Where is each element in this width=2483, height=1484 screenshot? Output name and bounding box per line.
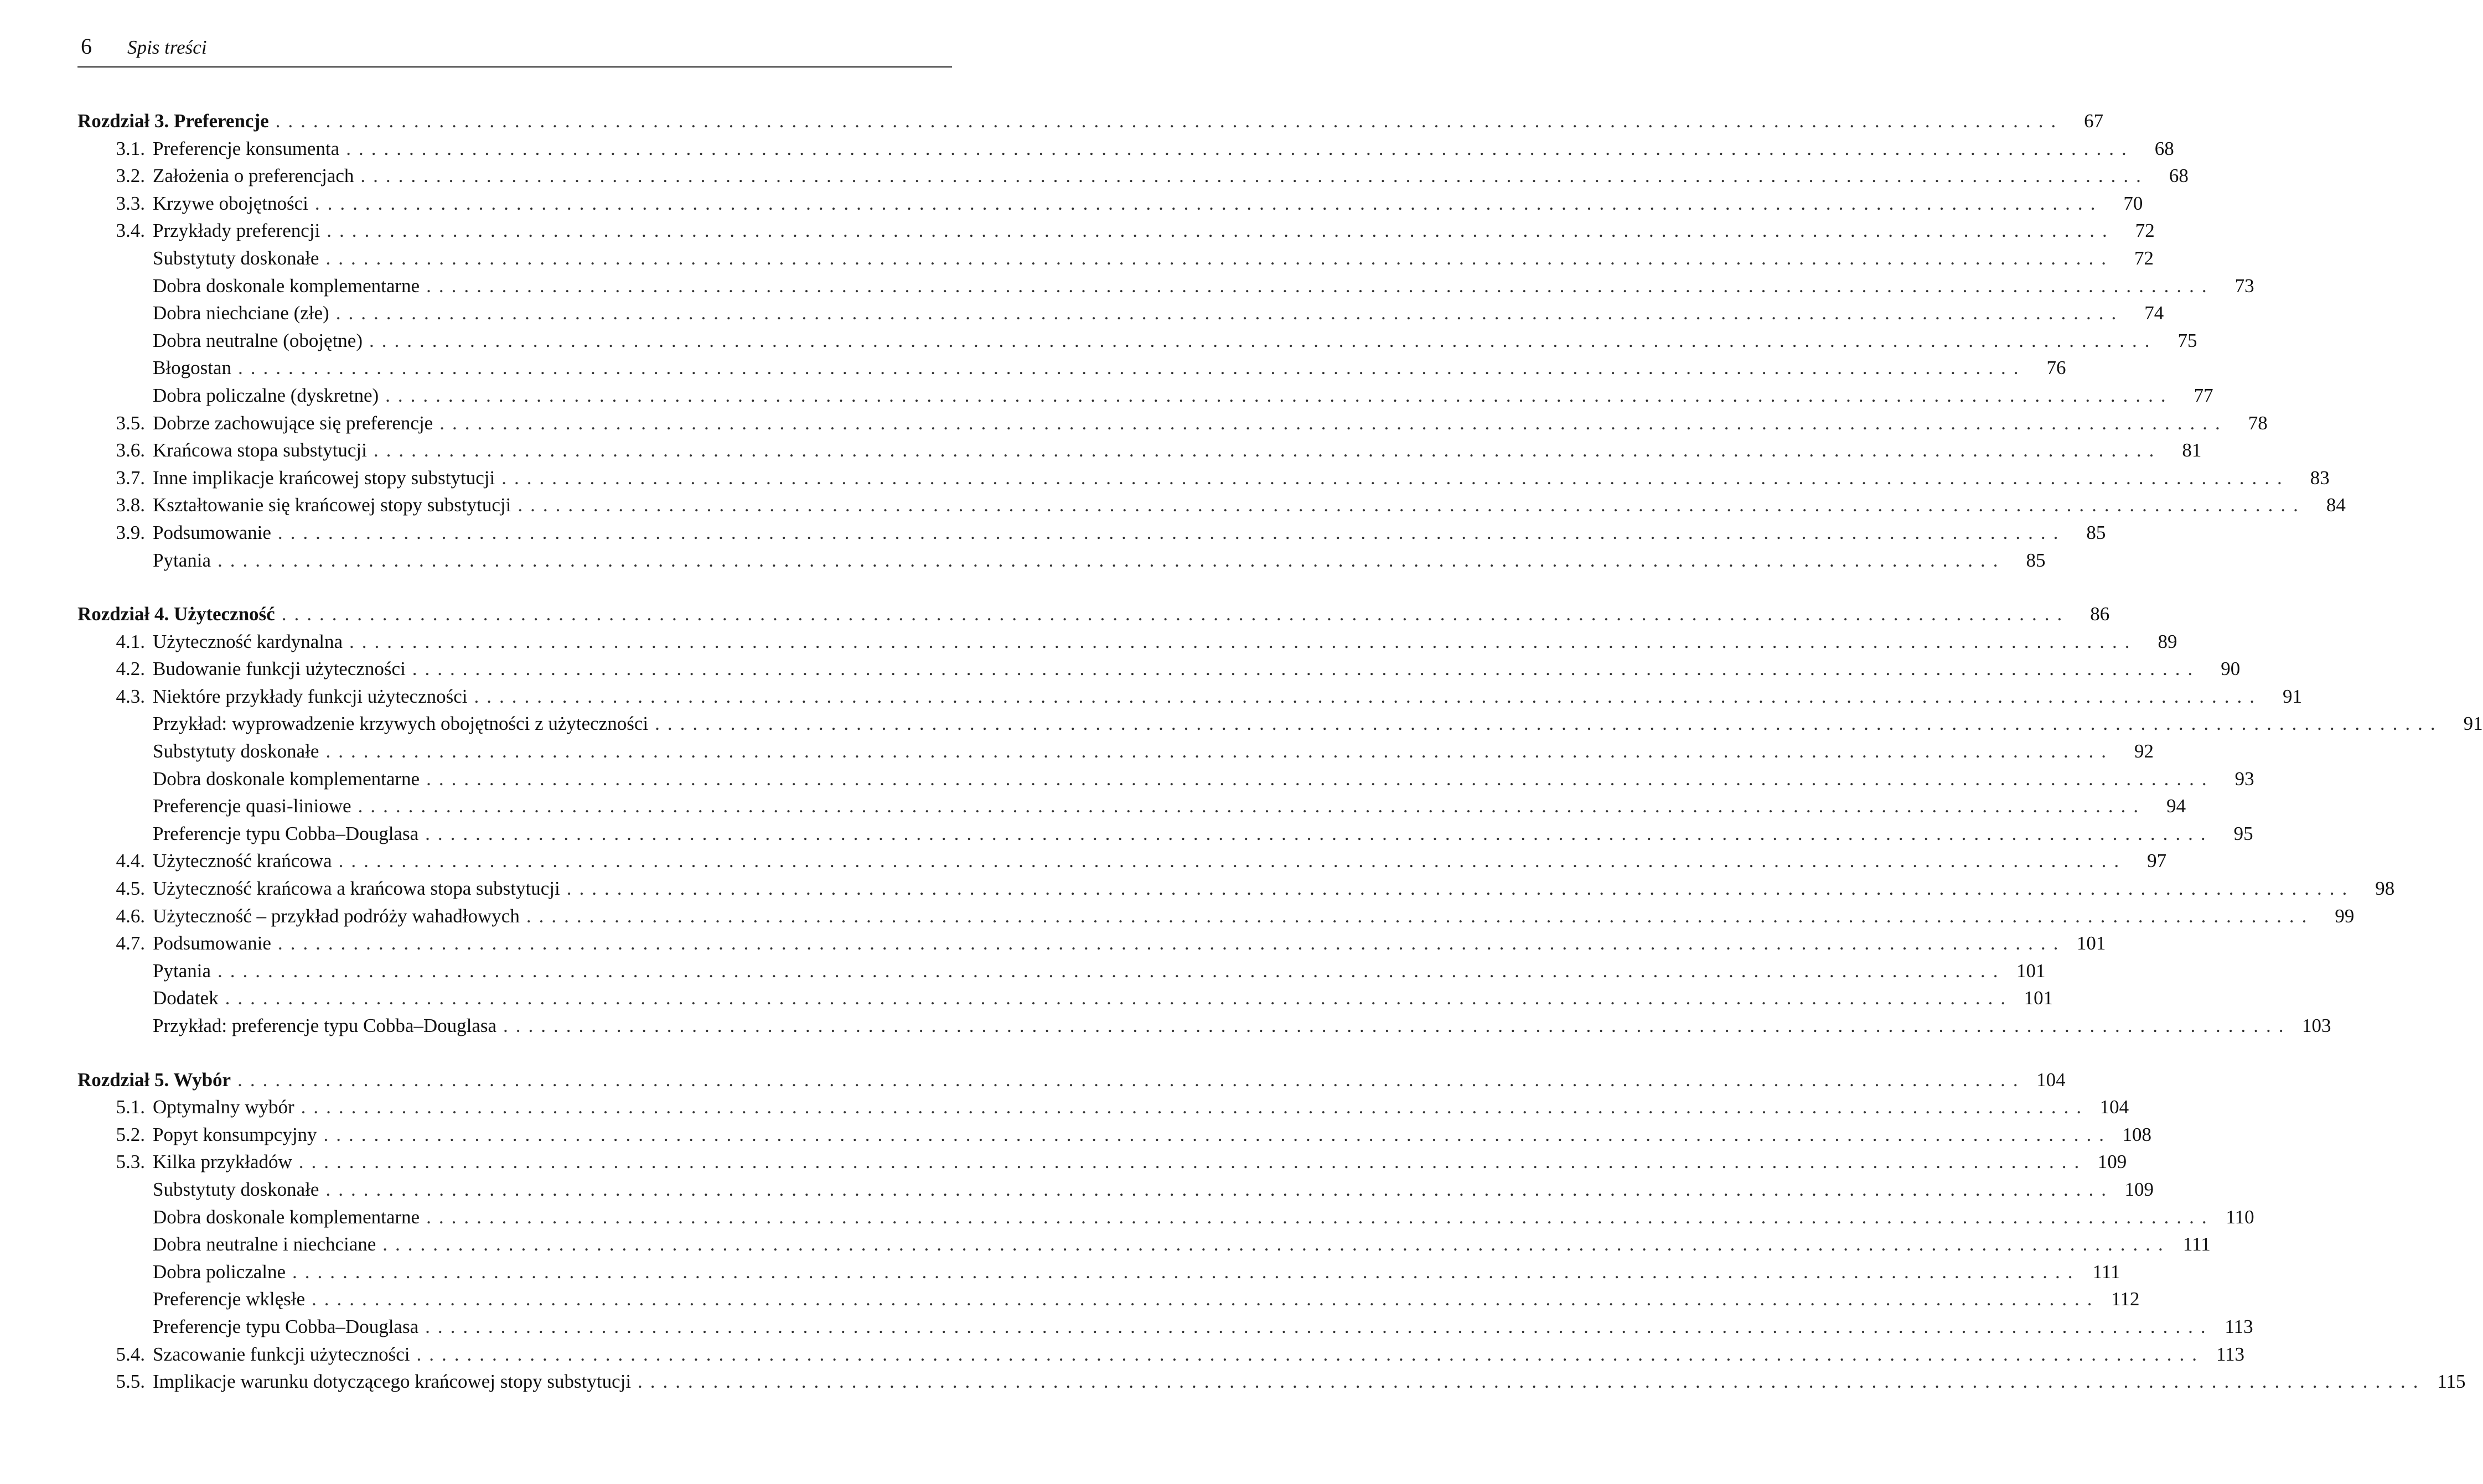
section-title: Użyteczność krańcowa a krańcowa stopa substytucji bbox=[153, 878, 560, 900]
page-ref: 77 bbox=[2194, 384, 2213, 406]
chapter-block bbox=[77, 1066, 2466, 1395]
section-number: 4.3. bbox=[116, 685, 145, 707]
page-ref: 84 bbox=[2326, 494, 2346, 516]
dot-leader: .............................................................................................................................................. bbox=[426, 1206, 2215, 1228]
chapter-name: Wybór bbox=[173, 1068, 231, 1091]
section-title: Dobrze zachowujące się preferencje bbox=[153, 412, 433, 434]
toc-entry[interactable] bbox=[77, 957, 2046, 985]
page-ref: 104 bbox=[2036, 1068, 2066, 1091]
section-title: Krzywe obojętności bbox=[153, 192, 308, 214]
dot-leader: .............................................................................................................................................. bbox=[301, 1096, 2089, 1118]
toc-entry[interactable] bbox=[77, 491, 2346, 519]
toc-entry[interactable] bbox=[77, 984, 2053, 1012]
section-number: 5.1. bbox=[116, 1096, 145, 1118]
page-ref: 67 bbox=[2084, 110, 2104, 132]
section-number: 5.2. bbox=[116, 1123, 145, 1145]
page-ref: 76 bbox=[2046, 357, 2066, 379]
section-title: Dobra niechciane (złe) bbox=[153, 302, 329, 324]
dot-leader: .............................................................................................................................................. bbox=[349, 630, 2138, 652]
page-ref: 70 bbox=[2123, 192, 2143, 214]
page-ref: 85 bbox=[2026, 549, 2046, 571]
page-ref: 72 bbox=[2134, 247, 2154, 269]
toc-entry[interactable] bbox=[77, 655, 2241, 683]
dot-leader: .............................................................................................................................................. bbox=[237, 1068, 2026, 1091]
toc-entry[interactable] bbox=[77, 409, 2268, 437]
section-title: Kształtowanie się krańcowej stopy substytucji bbox=[153, 494, 511, 516]
toc-entry[interactable] bbox=[77, 820, 2253, 848]
dot-leader: .............................................................................................................................................. bbox=[474, 685, 2263, 707]
toc-entry[interactable] bbox=[77, 1341, 2245, 1368]
chapter-label: Rozdział 3. bbox=[77, 110, 169, 132]
section-title: Błogostan bbox=[153, 357, 231, 379]
page-ref: 93 bbox=[2234, 767, 2254, 790]
page-ref: 86 bbox=[2090, 603, 2110, 625]
page-ref: 68 bbox=[2154, 137, 2174, 159]
section-number: 3.9. bbox=[116, 521, 145, 543]
dot-leader: .............................................................................................................................................. bbox=[655, 713, 2443, 735]
section-title: Niektóre przykłady funkcji użyteczności bbox=[153, 685, 468, 707]
toc-entry[interactable] bbox=[77, 1148, 2127, 1176]
dot-leader: .............................................................................................................................................. bbox=[426, 274, 2215, 297]
toc-entry[interactable] bbox=[77, 327, 2197, 355]
section-title: Podsumowanie bbox=[153, 521, 271, 543]
section-number: 4.7. bbox=[116, 932, 145, 954]
section-title: Substytuty doskonałe bbox=[153, 247, 319, 269]
section-title: Kilka przykładów bbox=[153, 1151, 292, 1173]
section-number: 5.3. bbox=[116, 1151, 145, 1173]
page-ref: 91 bbox=[2283, 685, 2303, 707]
toc-entry[interactable] bbox=[77, 217, 2155, 245]
toc-entry[interactable] bbox=[77, 902, 2355, 930]
section-title: Dobra doskonale komplementarne bbox=[153, 767, 420, 790]
section-number: 4.5. bbox=[116, 878, 145, 900]
page-ref: 94 bbox=[2166, 795, 2186, 817]
section-number: 3.5. bbox=[116, 412, 145, 434]
page-ref: 113 bbox=[2216, 1343, 2245, 1365]
page-ref: 75 bbox=[2177, 329, 2197, 351]
section-number: 4.1. bbox=[116, 630, 145, 652]
dot-leader: .............................................................................................................................................. bbox=[312, 1288, 2100, 1310]
chapter-heading[interactable] bbox=[77, 107, 2104, 135]
dot-leader: .............................................................................................................................................. bbox=[298, 1151, 2087, 1173]
dot-leader: .............................................................................................................................................. bbox=[217, 959, 2006, 982]
dot-leader: .............................................................................................................................................. bbox=[323, 1123, 2112, 1145]
dot-leader: .............................................................................................................................................. bbox=[412, 658, 2201, 680]
section-title: Popyt konsumpcyjny bbox=[153, 1123, 317, 1145]
page-ref: 92 bbox=[2134, 740, 2154, 762]
page-ref: 72 bbox=[2135, 220, 2155, 242]
dot-leader: .............................................................................................................................................. bbox=[425, 1315, 2213, 1337]
section-title: Dobra neutralne i niechciane bbox=[153, 1233, 376, 1255]
section-title: Budowanie funkcji użyteczności bbox=[153, 658, 406, 680]
toc-entry[interactable] bbox=[77, 792, 2186, 820]
page-ref: 115 bbox=[2437, 1371, 2466, 1393]
section-title: Preferencje wklęsłe bbox=[153, 1288, 305, 1310]
chapter-name: Użyteczność bbox=[174, 603, 275, 625]
section-number: 5.5. bbox=[116, 1371, 145, 1393]
section-title: Substytuty doskonałe bbox=[153, 1178, 319, 1200]
toc-entry[interactable] bbox=[77, 1176, 2154, 1203]
toc-entry[interactable] bbox=[77, 847, 2167, 875]
dot-leader: .............................................................................................................................................. bbox=[503, 1015, 2291, 1036]
section-title: Dobra doskonale komplementarne bbox=[153, 274, 420, 297]
page-ref: 109 bbox=[2097, 1151, 2127, 1173]
dot-leader: .............................................................................................................................................. bbox=[346, 137, 2134, 159]
toc-entry[interactable] bbox=[77, 1368, 2466, 1395]
dot-leader: .............................................................................................................................................. bbox=[325, 740, 2114, 762]
section-title: Krańcowa stopa substytucji bbox=[153, 439, 367, 461]
toc-entry[interactable] bbox=[77, 710, 2483, 738]
toc-entry[interactable] bbox=[77, 1093, 2129, 1121]
page-ref: 111 bbox=[2092, 1260, 2120, 1283]
section-number: 3.2. bbox=[116, 165, 145, 187]
dot-leader: .............................................................................................................................................. bbox=[225, 987, 2014, 1009]
toc-entry[interactable] bbox=[77, 519, 2106, 547]
chapter-title bbox=[77, 600, 275, 628]
running-head: Spis treści bbox=[127, 37, 207, 58]
section-title: Założenia o preferencjach bbox=[153, 165, 354, 187]
section-title: Przykłady preferencji bbox=[153, 220, 320, 242]
dot-leader: .............................................................................................................................................. bbox=[373, 439, 2162, 461]
page-ref: 85 bbox=[2086, 521, 2106, 543]
dot-leader: .............................................................................................................................................. bbox=[237, 357, 2026, 379]
dot-leader: .............................................................................................................................................. bbox=[638, 1371, 2426, 1393]
toc-entry[interactable] bbox=[77, 1012, 2331, 1040]
dot-leader: .............................................................................................................................................. bbox=[382, 1233, 2171, 1255]
dot-leader: .............................................................................................................................................. bbox=[277, 932, 2066, 954]
toc-entry[interactable] bbox=[77, 1231, 2211, 1258]
page-ref: 97 bbox=[2147, 850, 2167, 872]
dot-leader: .............................................................................................................................................. bbox=[360, 165, 2149, 187]
toc-entry[interactable] bbox=[77, 1313, 2253, 1341]
dot-leader: .............................................................................................................................................. bbox=[217, 549, 2006, 571]
section-title: Użyteczność – przykład podróży wahadłowych bbox=[153, 905, 520, 927]
page-ref: 78 bbox=[2248, 412, 2268, 434]
dot-leader: .............................................................................................................................................. bbox=[369, 329, 2158, 351]
page-ref: 110 bbox=[2226, 1206, 2254, 1228]
dot-leader: .............................................................................................................................................. bbox=[416, 1343, 2205, 1365]
chapter-heading[interactable] bbox=[77, 600, 2110, 628]
page-ref: 108 bbox=[2122, 1123, 2152, 1145]
section-title: Preferencje konsumenta bbox=[153, 137, 340, 159]
section-number: 4.4. bbox=[116, 850, 145, 872]
section-title: Dobra policzalne (dyskretne) bbox=[153, 384, 379, 406]
section-title: Preferencje typu Cobba–Douglasa bbox=[153, 1315, 419, 1337]
toc-entry[interactable] bbox=[77, 875, 2395, 902]
page-ref: 112 bbox=[2111, 1288, 2140, 1310]
page-header bbox=[77, 31, 952, 68]
section-title: Substytuty doskonałe bbox=[153, 740, 319, 762]
dot-leader: .............................................................................................................................................. bbox=[566, 878, 2355, 900]
page-ref: 81 bbox=[2182, 439, 2202, 461]
section-title: Implikacje warunku dotyczącego krańcowej stopy substytucji bbox=[153, 1371, 632, 1393]
toc-entry[interactable] bbox=[77, 765, 2254, 793]
section-title: Przykład: preferencje typu Cobba–Douglasa bbox=[153, 1015, 497, 1036]
toc-entry[interactable] bbox=[77, 437, 2202, 464]
section-title: Szacowanie funkcji użyteczności bbox=[153, 1343, 410, 1365]
page-ref: 101 bbox=[2024, 987, 2053, 1009]
dot-leader: .............................................................................................................................................. bbox=[327, 220, 2115, 242]
table-of-contents bbox=[77, 107, 2483, 1422]
toc-entry[interactable] bbox=[77, 382, 2213, 409]
dot-leader: .............................................................................................................................................. bbox=[425, 822, 2213, 844]
toc-entry[interactable] bbox=[77, 930, 2106, 957]
toc-entry[interactable] bbox=[77, 1121, 2152, 1149]
page-ref: 83 bbox=[2310, 466, 2330, 489]
toc-entry[interactable] bbox=[77, 299, 2164, 327]
section-number: 3.7. bbox=[116, 466, 145, 489]
section-title: Optymalny wybór bbox=[153, 1096, 294, 1118]
dot-leader: .............................................................................................................................................. bbox=[439, 412, 2228, 434]
section-title: Dobra doskonale komplementarne bbox=[153, 1206, 420, 1228]
page-ref: 74 bbox=[2144, 302, 2164, 324]
page-ref: 91 bbox=[2463, 713, 2483, 735]
dot-leader: .............................................................................................................................................. bbox=[501, 466, 2290, 489]
toc-entry[interactable] bbox=[77, 272, 2254, 300]
dot-leader: .............................................................................................................................................. bbox=[358, 795, 2146, 817]
section-number: 3.4. bbox=[116, 220, 145, 242]
dot-leader: .............................................................................................................................................. bbox=[281, 603, 2070, 625]
dot-leader: .............................................................................................................................................. bbox=[338, 850, 2127, 872]
section-number: 4.2. bbox=[116, 658, 145, 680]
page-ref: 99 bbox=[2335, 905, 2355, 927]
page-ref: 98 bbox=[2375, 878, 2395, 900]
chapter-name: Preferencje bbox=[174, 110, 269, 132]
page-ref: 101 bbox=[2016, 959, 2046, 982]
dot-leader: .............................................................................................................................................. bbox=[277, 521, 2066, 543]
section-title: Użyteczność krańcowa bbox=[153, 850, 332, 872]
section-number: 3.8. bbox=[116, 494, 145, 516]
toc-entry[interactable] bbox=[77, 1258, 2120, 1286]
chapter-title bbox=[77, 1066, 231, 1094]
section-title: Pytania bbox=[153, 549, 211, 571]
section-title: Podsumowanie bbox=[153, 932, 271, 954]
dot-leader: .............................................................................................................................................. bbox=[275, 110, 2064, 132]
section-title: Preferencje typu Cobba–Douglasa bbox=[153, 822, 419, 844]
toc-entry[interactable] bbox=[77, 547, 2046, 574]
toc-entry[interactable] bbox=[77, 1285, 2140, 1313]
dot-leader: .............................................................................................................................................. bbox=[526, 905, 2315, 927]
chapter-block bbox=[77, 600, 2483, 1040]
section-number: 5.4. bbox=[116, 1343, 145, 1365]
dot-leader: .............................................................................................................................................. bbox=[335, 302, 2124, 324]
section-title: Użyteczność kardynalna bbox=[153, 630, 343, 652]
dot-leader: .............................................................................................................................................. bbox=[385, 384, 2174, 406]
section-number: 4.6. bbox=[116, 905, 145, 927]
dot-leader: .............................................................................................................................................. bbox=[314, 192, 2103, 214]
page-ref: 104 bbox=[2099, 1096, 2129, 1118]
toc-entry[interactable] bbox=[77, 464, 2330, 492]
section-title: Przykład: wyprowadzenie krzywych obojętności z użyteczności bbox=[153, 713, 649, 735]
chapter-heading[interactable] bbox=[77, 1066, 2066, 1094]
section-title: Dobra policzalne bbox=[153, 1260, 286, 1283]
chapter-label: Rozdział 5. bbox=[77, 1068, 169, 1091]
toc-entry[interactable] bbox=[77, 1203, 2254, 1231]
chapter-label: Rozdział 4. bbox=[77, 603, 169, 625]
section-title: Dobra neutralne (obojętne) bbox=[153, 329, 363, 351]
page-ref: 111 bbox=[2182, 1233, 2211, 1255]
toc-entry[interactable] bbox=[77, 738, 2154, 765]
page-ref: 113 bbox=[2225, 1315, 2253, 1337]
page-ref: 95 bbox=[2233, 822, 2253, 844]
section-number: 3.1. bbox=[116, 137, 145, 159]
toc-entry[interactable] bbox=[77, 190, 2143, 217]
page-ref: 101 bbox=[2076, 932, 2106, 954]
section-title: Dodatek bbox=[153, 987, 219, 1009]
toc-entry[interactable] bbox=[77, 245, 2154, 272]
section-number: 3.6. bbox=[116, 439, 145, 461]
section-title: Inne implikacje krańcowej stopy substytucji bbox=[153, 466, 495, 489]
toc-entry[interactable] bbox=[77, 683, 2303, 710]
section-title: Preferencje quasi-liniowe bbox=[153, 795, 351, 817]
page-ref: 73 bbox=[2234, 274, 2254, 297]
toc-entry[interactable] bbox=[77, 135, 2174, 163]
toc-entry[interactable] bbox=[77, 628, 2177, 656]
page-ref: 68 bbox=[2169, 165, 2189, 187]
dot-leader: .............................................................................................................................................. bbox=[518, 494, 2306, 516]
toc-entry[interactable] bbox=[77, 162, 2189, 190]
page-number: 6 bbox=[81, 34, 92, 59]
section-number: 3.3. bbox=[116, 192, 145, 214]
dot-leader: .............................................................................................................................................. bbox=[325, 1178, 2114, 1200]
section-title: Pytania bbox=[153, 959, 211, 982]
page-ref: 103 bbox=[2302, 1015, 2331, 1036]
page-ref: 109 bbox=[2124, 1178, 2154, 1200]
toc-entry[interactable] bbox=[77, 354, 2066, 382]
chapter-block bbox=[77, 107, 2346, 574]
page-ref: 89 bbox=[2158, 630, 2177, 652]
dot-leader: .............................................................................................................................................. bbox=[292, 1260, 2081, 1283]
chapter-title bbox=[77, 107, 269, 135]
page-ref: 90 bbox=[2221, 658, 2241, 680]
dot-leader: .............................................................................................................................................. bbox=[426, 767, 2215, 790]
dot-leader: .............................................................................................................................................. bbox=[325, 247, 2114, 269]
